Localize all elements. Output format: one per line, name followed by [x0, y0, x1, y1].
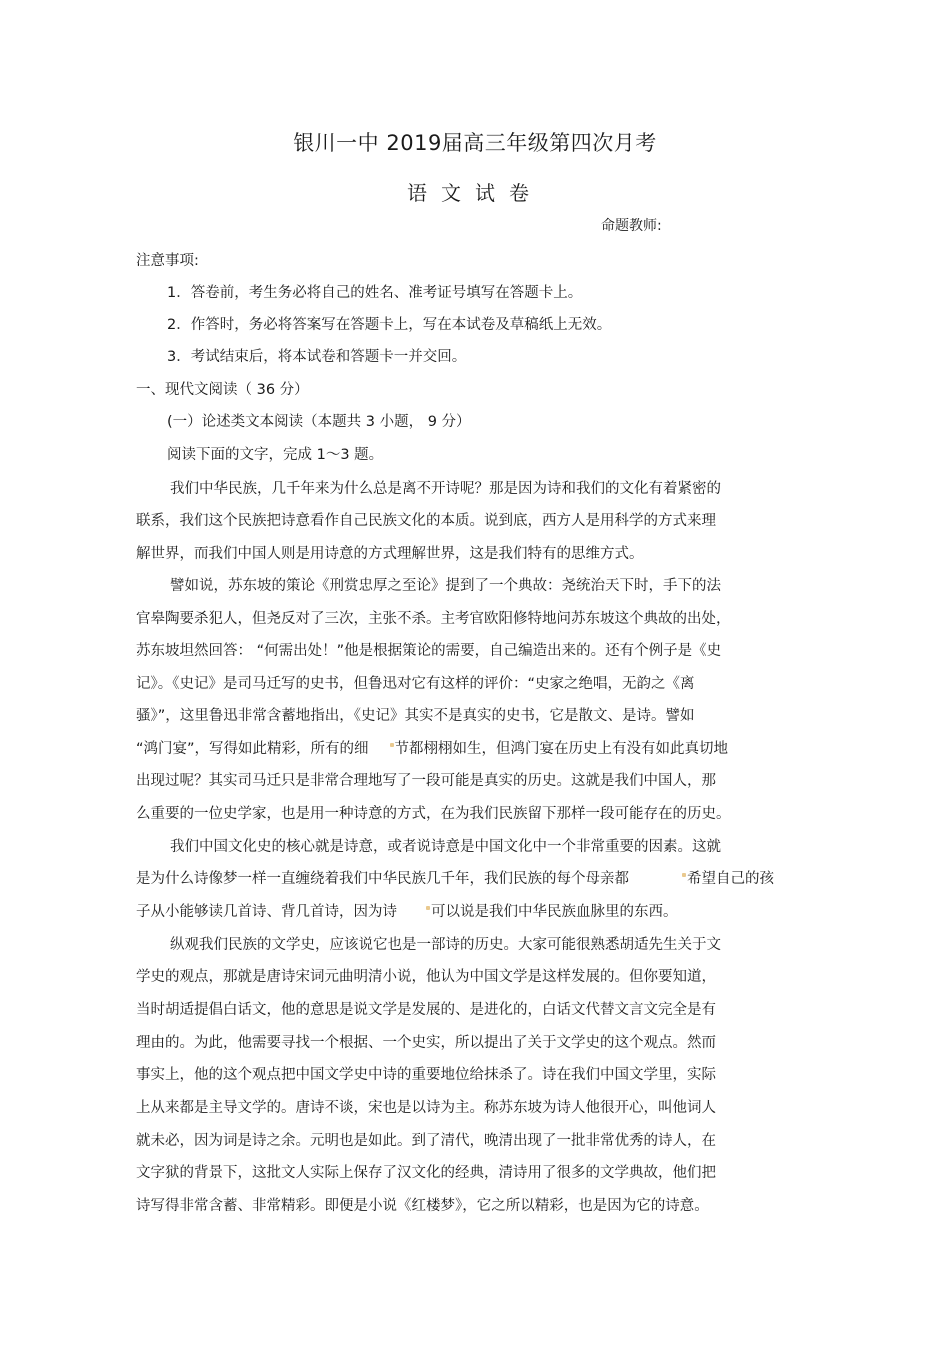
notes-item: 2．作答时，务必将答案写在答题卡上，写在本试卷及草稿纸上无效。	[167, 317, 612, 333]
passage-line: 事实上，他的这个观点把中国文学史中诗的重要地位给抹杀了。诗在我们中国文学里，实际	[136, 1067, 716, 1083]
passage-line: 当时胡适提倡白话文，他的意思是说文学是发展的、是进化的，白话文代替文言文完全是有	[136, 1002, 716, 1018]
passage-line-part: 是为什么诗像梦一样一直缠绕着我们中华民族几千年，我们民族的每个母亲都	[136, 871, 629, 887]
exam-title: 银川一中 2019届高三年级第四次月考	[293, 131, 657, 155]
mark-dot	[426, 906, 430, 910]
mark-dot	[682, 873, 686, 877]
passage-line: 上从来都是主导文学的。唐诗不谈，宋也是以诗为主。称苏东坡为诗人他很开心，叫他词人	[136, 1100, 716, 1116]
notes-item: 3．考试结束后，将本试卷和答题卡一并交回。	[167, 349, 467, 365]
passage-line: 记》。《史记》是司马迁写的史书，但鲁迅对它有这样的评价：“史家之绝唱，无韵之《离	[136, 676, 695, 692]
passage-line: 解世界，而我们中国人则是用诗意的方式理解世界，这是我们特有的思维方式。	[136, 546, 644, 562]
passage-line: 文字狱的背景下，这批文人实际上保存了汉文化的经典，清诗用了很多的文学典故，他们把	[136, 1165, 716, 1181]
author-label: 命题教师:	[601, 218, 662, 234]
passage-line-part: 希望自己的孩	[687, 871, 774, 887]
mark-dot	[390, 743, 394, 747]
passage-line	[136, 869, 774, 889]
passage-line-part: 子从小能够读几首诗、背几首诗，因为诗	[136, 904, 397, 920]
notes-item: 1．答卷前，考生务必将自己的姓名、准考证号填写在答题卡上。	[167, 285, 583, 301]
passage-line: 么重要的一位史学家，也是用一种诗意的方式，在为我们民族留下那样一段可能存在的历史。	[136, 806, 731, 822]
passage-line: 我们中华民族，几千年来为什么总是离不开诗呢？那是因为诗和我们的文化有着紧密的	[170, 481, 721, 497]
passage-line: 譬如说，苏东坡的策论《刑赏忠厚之至论》提到了一个典故：尧统治天下时，手下的法	[170, 578, 721, 594]
passage-line-part: 可以说是我们中华民族血脉里的东西。	[431, 904, 678, 920]
passage-line: 我们中国文化史的核心就是诗意，或者说诗意是中国文化中一个非常重要的因素。这就	[170, 839, 721, 855]
passage-line: 就未必，因为词是诗之余。元明也是如此。到了清代，晚清出现了一批非常优秀的诗人，在	[136, 1133, 716, 1149]
notes-heading: 注意事项:	[136, 253, 199, 269]
passage-line: 诗写得非常含蓄、非常精彩。即便是小说《红楼梦》，它之所以精彩，也是因为它的诗意。	[136, 1198, 709, 1214]
passage-line: 苏东坡坦然回答： “何需出处！”他是根据策论的需要，自己编造出来的。还有个例子是《史	[136, 643, 722, 659]
passage-line: 官皋陶要杀犯人，但尧反对了三次，主张不杀。主考官欧阳修特地问苏东坡这个典故的出处，	[136, 611, 731, 627]
passage-line: 出现过呢？其实司马迁只是非常合理地写了一段可能是真实的历史。这就是我们中国人，那	[136, 773, 716, 789]
passage-line: 学史的观点，那就是唐诗宋词元曲明清小说，他认为中国文学是这样发展的。但你要知道，	[136, 969, 716, 985]
passage-line: 纵观我们民族的文学史，应该说它也是一部诗的历史。大家可能很熟悉胡适先生关于文	[170, 937, 721, 953]
passage-line: 骚》”，这里鲁迅非常含蓄地指出，《史记》其实不是真实的史书，它是散文、是诗。譬如	[136, 708, 695, 724]
section-sub-heading: (一）论述类文本阅读（本题共 3 小题， 9 分）	[167, 414, 471, 430]
section-heading: 一、现代文阅读（ 36 分）	[136, 382, 309, 398]
passage-line	[136, 739, 728, 759]
passage-line	[136, 902, 678, 922]
section-instruction: 阅读下面的文字，完成 1～3 题。	[167, 447, 384, 463]
exam-subtitle: 语文试卷	[407, 181, 543, 205]
passage-line: 联系，我们这个民族把诗意看作自己民族文化的本质。说到底，西方人是用科学的方式来理	[136, 513, 716, 529]
passage-line: 理由的。为此，他需要寻找一个根据、一个史实，所以提出了关于文学史的这个观点。然而	[136, 1035, 716, 1051]
passage-line-part: “鸿门宴”，写得如此精彩，所有的细	[136, 741, 369, 757]
passage-line-part: 节都栩栩如生，但鸿门宴在历史上有没有如此真切地	[394, 741, 729, 757]
